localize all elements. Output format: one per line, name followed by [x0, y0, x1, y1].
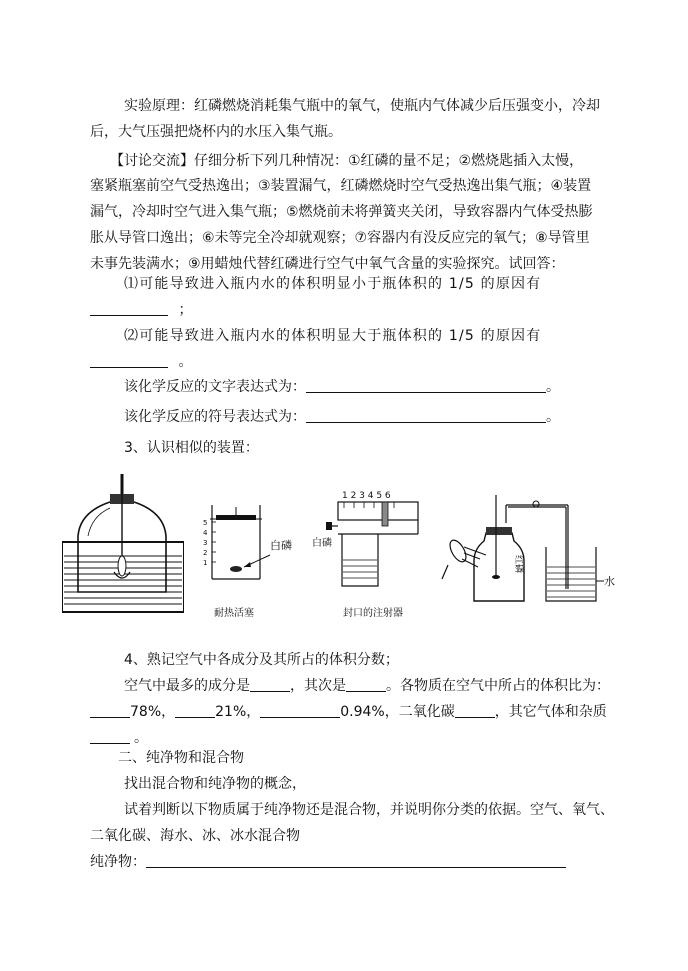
question-1-answer-row — [90, 300, 192, 320]
other-gases-label: ，其它气体和杂质 — [494, 704, 607, 720]
question-1-blank[interactable] — [90, 301, 168, 316]
syringe-caption: 封口的注射器 — [343, 608, 403, 619]
most-component-blank[interactable] — [250, 677, 290, 692]
syringe-phosphorus-label: 白磷 — [312, 538, 332, 549]
symbol-equation-row — [124, 407, 560, 427]
question-1-end: ； — [178, 302, 193, 318]
question-1: ⑴可能导致进入瓶内水的体积明显小于瓶体积的 1/5 的原因有 — [124, 276, 542, 292]
word-equation-blank[interactable] — [306, 378, 546, 393]
symbol-equation-end: 。 — [546, 409, 560, 425]
question-2-end: 。 — [178, 354, 193, 370]
flask-red-phosphorus-label: 红磷 — [513, 555, 523, 574]
principle-line-1: 实验原理：红磷燃烧消耗集气瓶中的氧气，使瓶内气体减少后压强变小，冷却 — [124, 98, 600, 114]
apparatus-syringe-figure — [312, 488, 432, 598]
section-4-heading: 4、熟记空气中各成分及其所占的体积分数； — [124, 652, 399, 668]
principle-line-2: 后，大气压强把烧杯内的水压入集气瓶。 — [90, 124, 342, 140]
discussion-line-4: 胀从导管口逸出；⑥未等完全冷却就观察；⑦容器内有没反应完的氧气；⑧导管里 — [90, 230, 590, 246]
air-composition-end: 。 — [134, 730, 148, 746]
other-gases-blank[interactable] — [90, 729, 130, 744]
section-two-line-3: 二氧化碳、海水、冰、冰水混合物 — [90, 828, 300, 844]
section-two-line-1: 找出混合物和纯净物的概念， — [124, 776, 306, 792]
section-3-heading: 3、认识相似的装置： — [124, 440, 259, 456]
piston-caption: 耐热活塞 — [214, 608, 254, 619]
pure-substance-blank[interactable] — [146, 853, 566, 868]
question-2: ⑵可能导致进入瓶内水的体积明显大于瓶体积的 1/5 的原因有 — [124, 328, 542, 344]
carbon-dioxide-blank[interactable] — [455, 703, 495, 718]
piston-phosphorus-label: 白磷 — [270, 539, 292, 552]
discussion-line-2: 塞紧瓶塞前空气受热逸出；③装置漏气，红磷燃烧时空气受热逸出集气瓶；④装置 — [90, 178, 592, 194]
air-composition-line-2 — [90, 702, 607, 722]
syringe-scale-label: 1 2 3 4 5 6 — [342, 491, 391, 501]
noble-gas-blank[interactable] — [260, 703, 340, 718]
section-two-line-2: 试着判断以下物质属于纯净物还是混合物，并说明你分类的依据。空气、氧气、 — [124, 802, 614, 818]
piston-scale-3: 3 — [203, 539, 208, 547]
apparatus-flask-beaker-figure — [440, 493, 620, 605]
percent-21: 21%， — [215, 704, 261, 720]
question-2-blank[interactable] — [90, 353, 168, 368]
piston-scale-4: 4 — [203, 529, 208, 537]
percent-78: 78%， — [130, 704, 176, 720]
piston-scale-5: 5 — [203, 519, 208, 527]
word-equation-row — [124, 377, 560, 397]
apparatus-bell-jar-figure — [62, 472, 184, 614]
oxygen-blank[interactable] — [175, 703, 215, 718]
discussion-line-5: 未事先装满水；⑨用蜡烛代替红磷进行空气中氧气含量的实验探究。试回答： — [90, 256, 565, 272]
piston-scale-2: 2 — [203, 549, 208, 557]
volume-ratio-label: 。各物质在空气中所占的体积比为： — [386, 678, 610, 694]
question-2-answer-row — [90, 352, 192, 372]
flask-water-label: 水 — [604, 575, 615, 588]
symbol-equation-label: 该化学反应的符号表达式为： — [124, 409, 306, 425]
apparatus-piston-figure — [200, 497, 308, 593]
second-component-blank[interactable] — [346, 677, 386, 692]
air-composition-line-1 — [124, 676, 610, 696]
most-component-label: 空气中最多的成分是 — [124, 678, 250, 694]
pure-substance-row — [90, 852, 566, 872]
air-composition-line-3 — [90, 728, 148, 748]
nitrogen-blank[interactable] — [90, 703, 130, 718]
second-component-label: ，其次是 — [290, 678, 346, 694]
percent-094: 0.94%，二氧化碳 — [340, 704, 455, 720]
discussion-line-1: 【讨论交流】仔细分析下列几种情况：①红磷的量不足；②燃烧匙插入太慢， — [110, 153, 584, 169]
section-two-heading: 二、纯净物和混合物 — [118, 750, 244, 766]
symbol-equation-blank[interactable] — [306, 408, 546, 423]
piston-scale-1: 1 — [203, 559, 208, 567]
discussion-line-3: 漏气，冷却时空气进入集气瓶；⑤燃烧前未将弹簧夹关闭，导致容器内气体受热膨 — [90, 204, 593, 220]
word-equation-label: 该化学反应的文字表达式为： — [124, 379, 306, 395]
word-equation-end: 。 — [546, 379, 560, 395]
pure-substance-label: 纯净物： — [90, 854, 146, 870]
